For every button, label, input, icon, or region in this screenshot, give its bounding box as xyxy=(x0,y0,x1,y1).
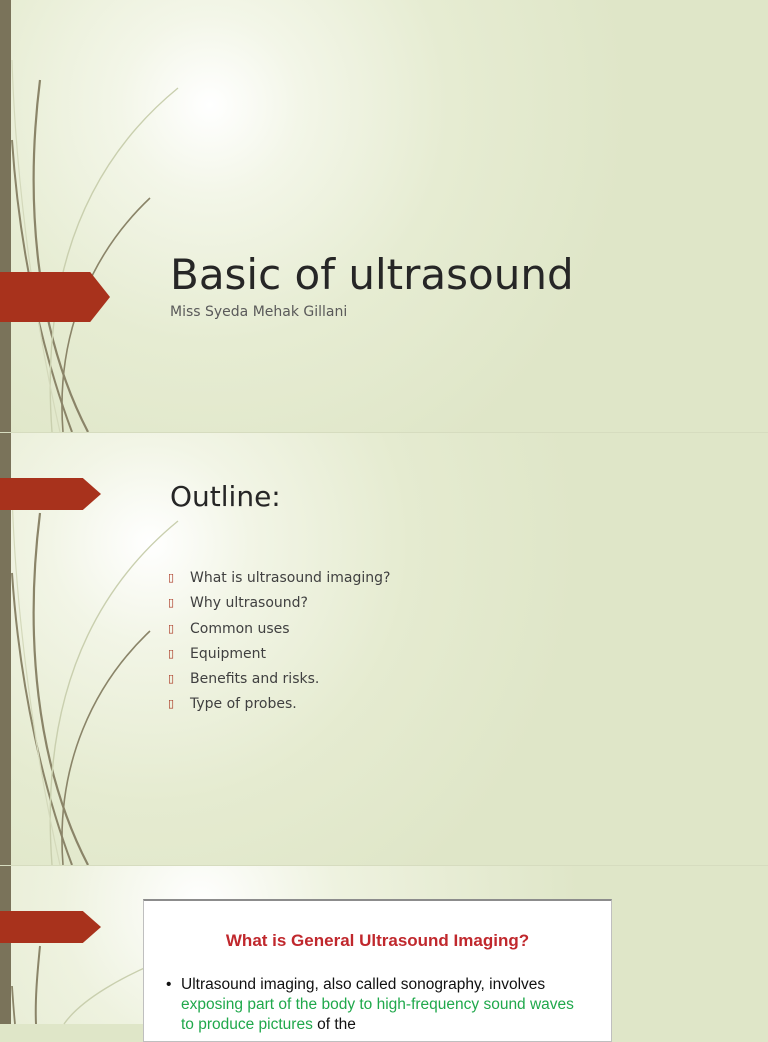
embedded-slide-image xyxy=(143,899,612,1042)
outline-slide xyxy=(0,433,768,865)
embedded-slide-title: What is General Ultrasound Imaging? xyxy=(225,931,530,950)
square-bullet-icon: ▯ xyxy=(168,596,175,610)
bullet-dot: • xyxy=(166,976,172,993)
list-item-text: Equipment xyxy=(190,645,266,662)
heading-arrow-tab xyxy=(0,478,101,510)
slide-subtitle: Miss Syeda Mehak Gillani xyxy=(170,304,348,320)
heading-arrow-tab xyxy=(0,911,101,943)
decorative-swoosh-lines xyxy=(0,0,200,432)
list-item-text: Common uses xyxy=(190,620,290,637)
outline-heading: Outline: xyxy=(170,480,281,513)
square-bullet-icon: ▯ xyxy=(168,646,175,660)
list-item xyxy=(168,696,390,721)
list-item-text: Benefits and risks. xyxy=(190,671,320,688)
embedded-bullet-text xyxy=(166,975,581,1035)
embedded-text-part2: of the xyxy=(312,1016,356,1033)
outline-list xyxy=(168,570,390,722)
list-item xyxy=(168,621,390,646)
content-slide xyxy=(0,866,768,1033)
square-bullet-icon: ▯ xyxy=(168,621,175,635)
list-item xyxy=(168,671,390,696)
list-item xyxy=(168,570,390,595)
list-item-text: Why ultrasound? xyxy=(190,595,308,612)
title-arrow-tab xyxy=(0,272,110,322)
embedded-text-highlight: exposing part of the body to high-frequency sound waves to produce pictures xyxy=(181,996,574,1033)
list-item xyxy=(168,646,390,671)
list-item-text: What is ultrasound imaging? xyxy=(190,570,391,586)
embedded-text-part1: Ultrasound imaging, also called sonography, involves xyxy=(181,976,546,993)
list-item xyxy=(168,595,390,620)
title-slide xyxy=(0,0,768,432)
slide-title: Basic of ultrasound xyxy=(170,250,574,299)
list-item-text: Type of probes. xyxy=(190,696,297,713)
square-bullet-icon: ▯ xyxy=(168,571,175,584)
square-bullet-icon: ▯ xyxy=(168,672,175,686)
square-bullet-icon: ▯ xyxy=(168,697,175,711)
